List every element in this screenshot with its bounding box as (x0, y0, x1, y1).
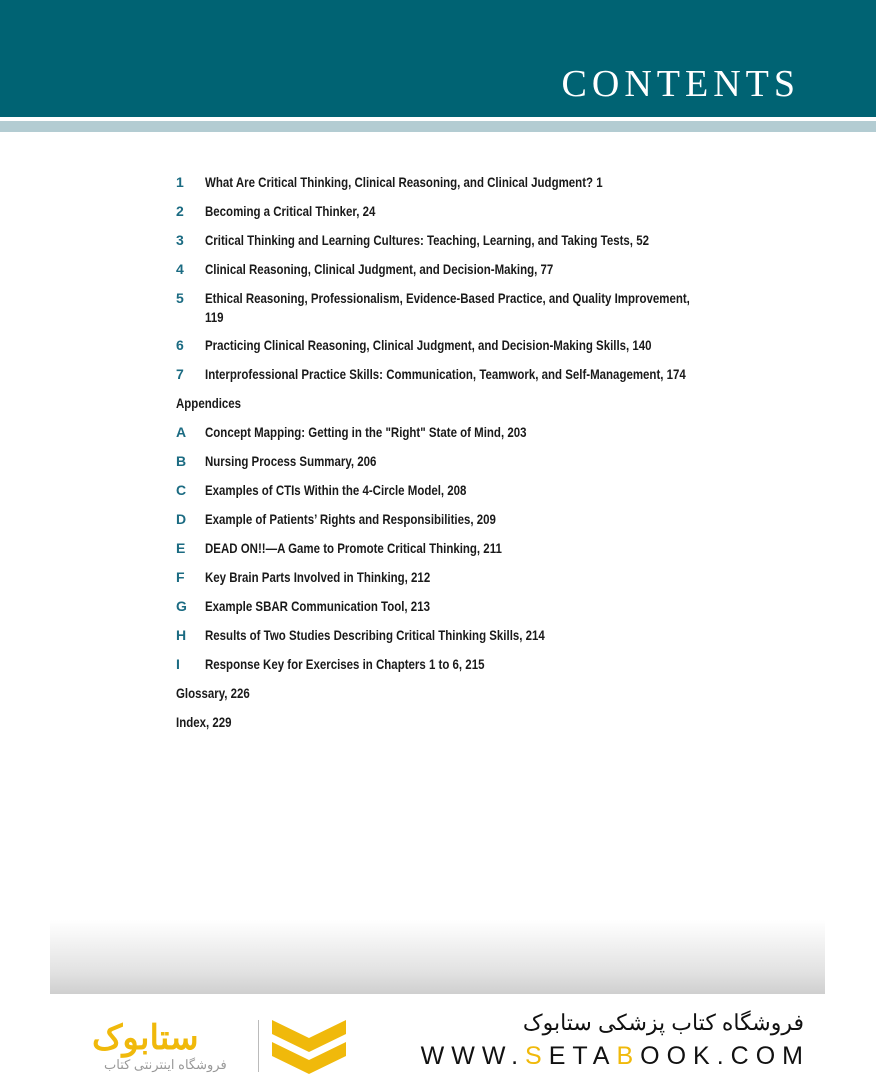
chapter-number: 2 (176, 203, 184, 219)
chapter-link[interactable]: Interprofessional Practice Skills: Communication, Teamwork, and Self-Management, 174 (205, 366, 686, 382)
appendix-link[interactable]: DEAD ON!!—A Game to Promote Critical Thinking, 211 (205, 540, 502, 556)
url-part: B (616, 1042, 641, 1070)
table-of-contents (176, 173, 816, 742)
url-part: ETA (548, 1042, 617, 1070)
appendix-link[interactable]: Concept Mapping: Getting in the "Right" State of Mind, 203 (205, 424, 527, 440)
appendices-heading: Appendices (176, 395, 242, 411)
index-link[interactable]: Index, 229 (176, 714, 232, 730)
appendix-link[interactable]: Example SBAR Communication Tool, 213 (205, 598, 430, 614)
chapter-number: 4 (176, 261, 184, 277)
appendix-link[interactable]: Examples of CTIs Within the 4-Circle Model, 208 (205, 482, 467, 498)
store-tagline: فروشگاه کتاب پزشکی ستابوک (522, 1010, 804, 1035)
appendix-letter: F (176, 569, 185, 585)
appendix-letter: D (176, 511, 187, 527)
appendix-link[interactable]: Nursing Process Summary, 206 (205, 453, 377, 469)
setabook-logo-subtitle: فروشگاه اینترنتی کتاب (104, 1057, 227, 1072)
appendix-link[interactable]: Results of Two Studies Describing Critical Thinking Skills, 214 (205, 627, 545, 643)
chapter-number: 3 (176, 232, 184, 248)
chapter-number: 5 (176, 290, 184, 306)
chapter-link[interactable]: Clinical Reasoning, Clinical Judgment, and Decision-Making, 77 (205, 261, 554, 277)
page-title: CONTENTS (561, 63, 800, 105)
appendix-letter: E (176, 540, 186, 556)
chapter-link[interactable]: Critical Thinking and Learning Cultures: Teaching, Learning, and Taking Tests, 52 (205, 232, 649, 248)
setabook-logo-text: ستابوک (92, 1019, 199, 1057)
glossary-link[interactable]: Glossary, 226 (176, 685, 250, 701)
header-banner (0, 0, 876, 117)
appendix-letter: G (176, 598, 187, 614)
appendix-letter: A (176, 424, 187, 440)
setabook-chevron-icon (272, 1020, 346, 1080)
store-url[interactable] (421, 1042, 810, 1071)
chapter-link[interactable]: What Are Critical Thinking, Clinical Reasoning, and Clinical Judgment? 1 (205, 174, 603, 190)
appendix-letter: I (176, 656, 180, 672)
appendix-link[interactable]: Key Brain Parts Involved in Thinking, 212 (205, 569, 431, 585)
logo-divider (258, 1020, 259, 1072)
url-part: S (525, 1042, 549, 1070)
chapter-number: 7 (176, 366, 184, 382)
chapter-number: 1 (176, 174, 184, 190)
chapter-link[interactable]: Becoming a Critical Thinker, 24 (205, 203, 376, 219)
appendix-letter: H (176, 627, 187, 643)
chapter-link[interactable]: Ethical Reasoning, Professionalism, Evidence-Based Practice, and Quality Improvement, 119 (205, 290, 690, 325)
appendix-letter: C (176, 482, 187, 498)
appendix-link[interactable]: Response Key for Exercises in Chapters 1 to 6, 215 (205, 656, 485, 672)
appendix-letter: B (176, 453, 187, 469)
header-band (0, 121, 876, 132)
url-part: OOK.COM (640, 1042, 810, 1070)
page-shadow (50, 920, 825, 994)
url-part: WWW. (420, 1042, 526, 1070)
chapter-number: 6 (176, 337, 184, 353)
chapter-link[interactable]: Practicing Clinical Reasoning, Clinical Judgment, and Decision-Making Skills, 140 (205, 337, 652, 353)
appendix-link[interactable]: Example of Patients’ Rights and Responsibilities, 209 (205, 511, 496, 527)
